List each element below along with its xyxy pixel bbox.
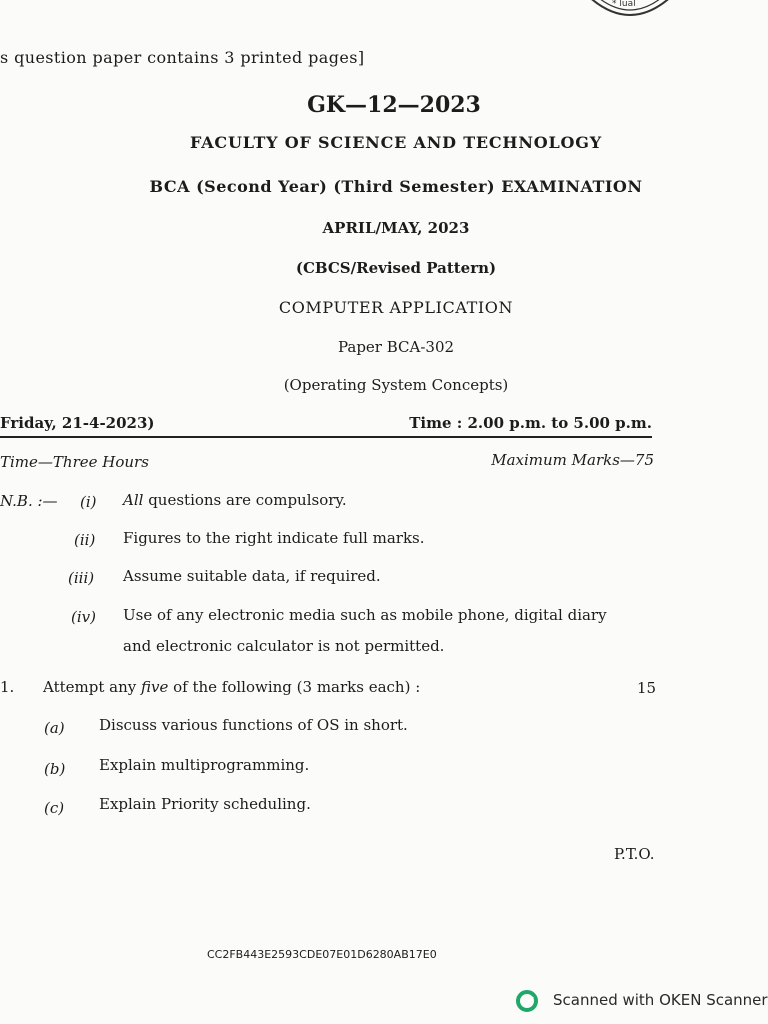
- nb-item-text: [123, 491, 347, 509]
- max-marks: Maximum Marks—75: [491, 451, 654, 469]
- question-emphasis: five: [140, 678, 169, 696]
- nb-item-num: (iii): [68, 569, 95, 587]
- part-text: Explain multiprogramming.: [99, 756, 310, 774]
- scanner-text: Scanned with OKEN Scanner: [553, 991, 768, 1009]
- faculty-heading: FACULTY OF SCIENCE AND TECHNOLOGY: [189, 133, 602, 152]
- nb-label: N.B. :—: [0, 492, 58, 510]
- session-heading: APRIL/MAY, 2023: [322, 219, 470, 237]
- scanner-logo-icon: [516, 990, 538, 1012]
- nb-item-rest: questions are compulsory.: [143, 491, 347, 509]
- divider: [0, 436, 652, 438]
- part-label: (a): [44, 719, 65, 737]
- paper-code: GK—12—2023: [307, 92, 481, 118]
- seal-stamp-icon: [582, 0, 678, 28]
- pto-marker: P.T.O.: [614, 845, 655, 863]
- nb-item-num: (ii): [74, 531, 96, 549]
- nb-item-text: Figures to the right indicate full marks.: [123, 529, 425, 547]
- question-text: [43, 678, 420, 696]
- nb-item-text: Use of any electronic media such as mobile phone, digital diary: [123, 606, 607, 624]
- stamp-text: * lual: [612, 0, 636, 9]
- paper-number: Paper BCA-302: [337, 338, 455, 356]
- exam-time: Time : 2.00 p.m. to 5.00 p.m.: [409, 414, 652, 432]
- question-suffix: of the following (3 marks each) :: [168, 678, 421, 696]
- pattern-heading: (CBCS/Revised Pattern): [295, 259, 497, 277]
- question-marks: 15: [637, 679, 657, 697]
- pages-note: s question paper contains 3 printed pages]: [0, 48, 365, 67]
- part-text: Explain Priority scheduling.: [99, 795, 311, 813]
- paper-title: (Operating System Concepts): [283, 376, 509, 394]
- nb-item-emphasis: All: [123, 491, 144, 509]
- exam-date: Friday, 21-4-2023): [0, 414, 155, 432]
- exam-heading: BCA (Second Year) (Third Semester) EXAMINATION: [149, 177, 643, 196]
- document-hash: CC2FB443E2593CDE07E01D6280AB17E0: [207, 948, 437, 961]
- nb-item-num: (iv): [71, 608, 96, 626]
- nb-item-num: (i): [80, 493, 97, 511]
- question-number: 1.: [0, 678, 15, 696]
- part-label: (c): [44, 799, 65, 817]
- nb-item-text-continued: and electronic calculator is not permitted.: [123, 637, 445, 655]
- question-prefix: Attempt any: [43, 678, 141, 696]
- part-text: Discuss various functions of OS in short.: [99, 716, 408, 734]
- nb-item-text: Assume suitable data, if required.: [123, 567, 381, 585]
- subject-heading: COMPUTER APPLICATION: [278, 298, 514, 317]
- part-label: (b): [44, 760, 66, 778]
- duration: Time—Three Hours: [0, 453, 149, 471]
